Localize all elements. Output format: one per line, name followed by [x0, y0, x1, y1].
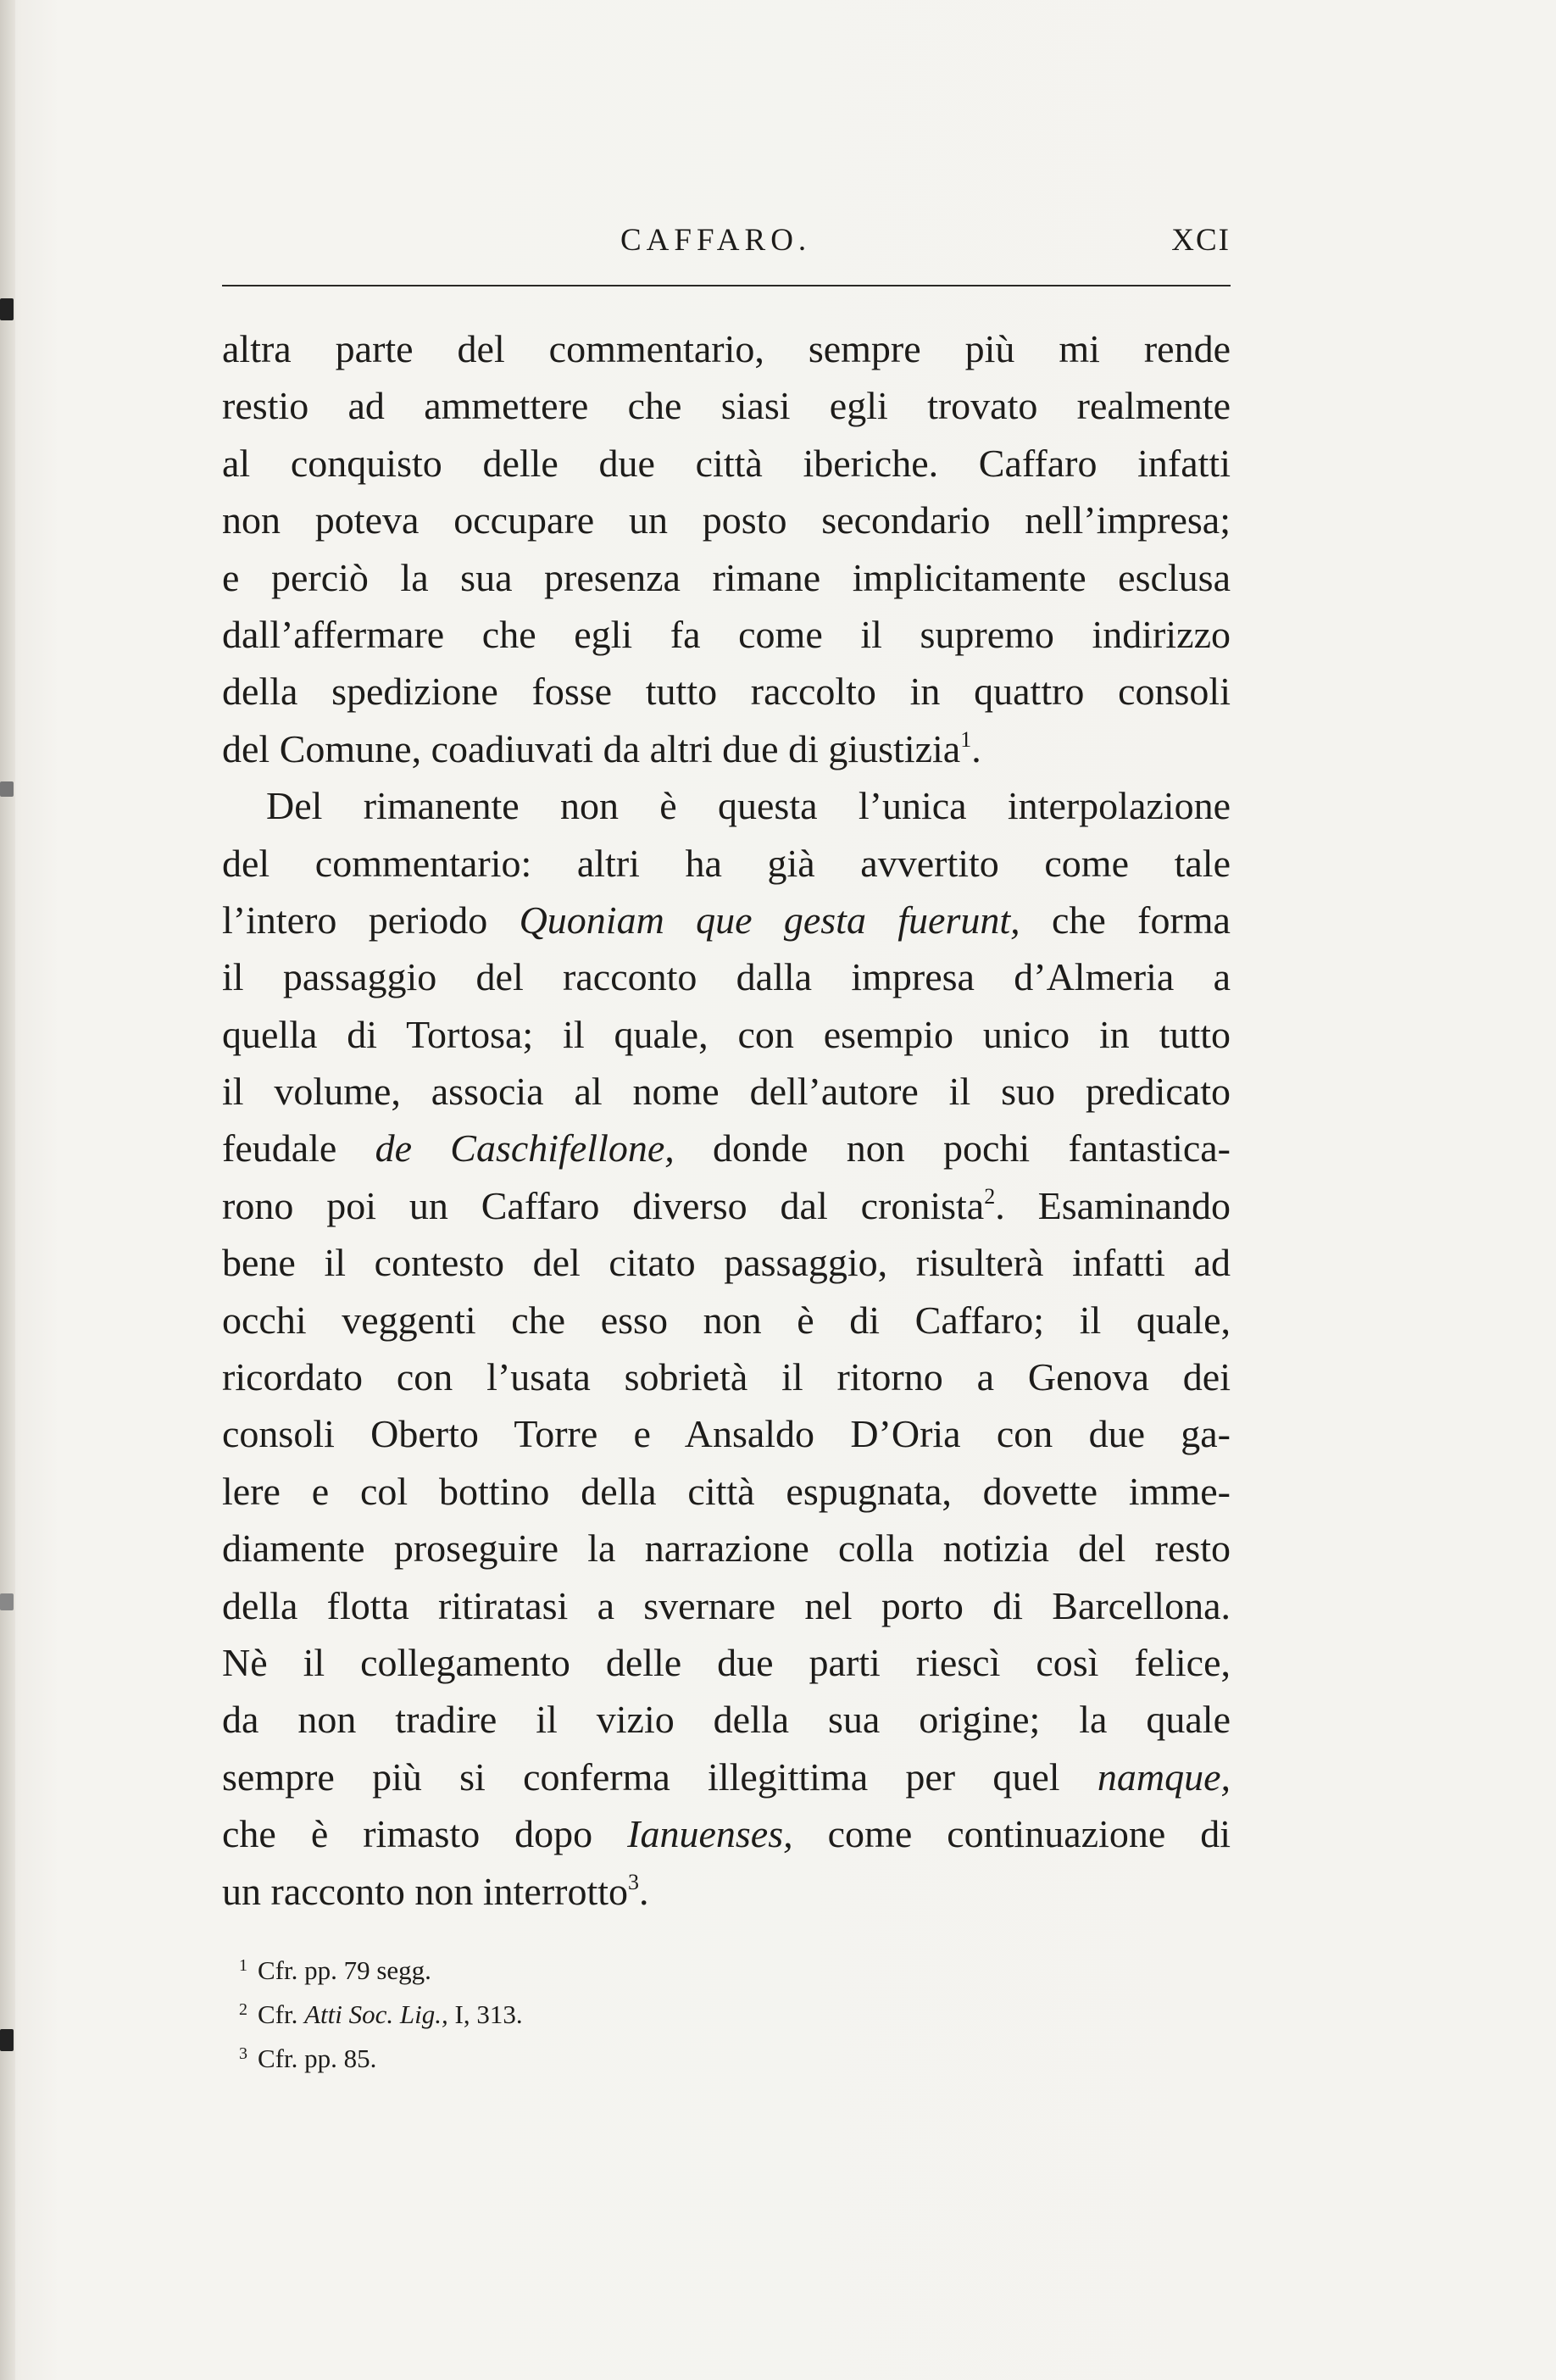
- text-line: della spedizione fosse tutto raccolto in quattro consoli: [222, 670, 1231, 714]
- line-text: sempre più si conferma illegittima per quel: [222, 1754, 1098, 1799]
- line-text: un racconto non interrotto: [222, 1869, 629, 1913]
- line-text: che forma: [1020, 898, 1231, 942]
- footnote-text: Cfr.: [258, 1999, 305, 2029]
- running-title: CAFFARO.: [620, 223, 812, 258]
- header-rule: [222, 285, 1231, 286]
- text-line: e perciò la sua presenza rimane implicitamente esclusa: [222, 555, 1231, 599]
- page-number: XCI: [1171, 223, 1231, 258]
- text-line: [222, 1863, 1231, 1920]
- text-line: restio ad ammettere che siasi egli trovato realmente: [222, 384, 1231, 428]
- footnote-ref[interactable]: 2: [984, 1183, 996, 1209]
- body-text: [222, 320, 1231, 1920]
- italic-word: namque,: [1097, 1754, 1231, 1799]
- line-text: .: [639, 1869, 649, 1913]
- text-line: [222, 1749, 1231, 1805]
- line-text: rono poi un Caffaro diverso dal cronista: [222, 1183, 985, 1227]
- text-line: non poteva occupare un posto secondario nell’impresa;: [222, 498, 1231, 542]
- footnote: [222, 1946, 1231, 1990]
- line-text: che è rimasto dopo: [222, 1812, 628, 1856]
- binding-stitch: [0, 781, 14, 797]
- text-line: del commentario: altri ha già avvertito come tale: [222, 841, 1231, 885]
- text-line: altra parte del commentario, sempre più mi rende: [222, 327, 1231, 370]
- footnote-text: I, 313.: [447, 1999, 523, 2029]
- text-line: della flotta ritiratasi a svernare nel porto di Barcellona.: [222, 1583, 1231, 1627]
- page-header: [222, 222, 1231, 273]
- footnote-mark: 2: [239, 2000, 247, 2019]
- text-line: [222, 1120, 1231, 1176]
- line-text: l’intero periodo: [222, 898, 520, 942]
- footnotes: [222, 1946, 1231, 2078]
- text-line: ricordato con l’usata sobrietà il ritorno a Genova dei: [222, 1355, 1231, 1399]
- italic-name: de Caschifellone,: [375, 1126, 675, 1171]
- text-line: il passaggio del racconto dalla impresa d’Almeria a: [222, 955, 1231, 999]
- line-text: donde non pochi fantastica-: [674, 1126, 1231, 1171]
- text-line: occhi veggenti che esso non è di Caffaro; il quale,: [222, 1298, 1231, 1342]
- text-line: bene il contesto del citato passaggio, risulterà infatti ad: [222, 1241, 1231, 1285]
- footnote-ref[interactable]: 1: [960, 726, 972, 752]
- line-text: . Esaminando: [995, 1183, 1231, 1227]
- footnote-text: Cfr. pp. 79 segg.: [258, 1955, 431, 1985]
- latin-quote: Quoniam que gesta fuerunt,: [519, 898, 1020, 942]
- footnote-mark: 1: [239, 1956, 247, 1975]
- text-line: dall’affermare che egli fa come il supremo indirizzo: [222, 612, 1231, 656]
- text-line: il volume, associa al nome dell’autore il suo predicato: [222, 1070, 1231, 1114]
- footnote-source: Atti Soc. Lig.,: [304, 1999, 448, 2029]
- italic-word: Ianuenses,: [627, 1812, 793, 1856]
- footnote-mark: 3: [239, 2044, 247, 2063]
- text-line: [222, 1805, 1231, 1862]
- binding-stitch: [0, 1593, 14, 1610]
- text-line: Del rimanente non è questa l’unica interpolazione: [266, 784, 1231, 828]
- footnote-ref[interactable]: 3: [628, 1869, 640, 1894]
- text-line: quella di Tortosa; il quale, con esempio unico in tutto: [222, 1012, 1231, 1056]
- text-line: diamente proseguire la narrazione colla notizia del resto: [222, 1526, 1231, 1571]
- text-line: [222, 1177, 1231, 1234]
- text-line: [222, 892, 1231, 948]
- text-line: da non tradire il vizio della sua origine; la quale: [222, 1698, 1231, 1742]
- line-text: del Comune, coadiuvati da altri due di giustizia: [222, 726, 961, 770]
- footnote: [222, 1990, 1231, 2034]
- footnote-text: Cfr. pp. 85.: [258, 2044, 377, 2073]
- book-spine-shadow: [0, 0, 15, 2380]
- footnote: [222, 2034, 1231, 2078]
- text-line: [222, 720, 1231, 777]
- text-line: lere e col bottino della città espugnata, dovette imme-: [222, 1469, 1231, 1513]
- line-text: .: [971, 726, 981, 770]
- binding-stitch: [0, 2029, 14, 2051]
- text-line: al conquisto delle due città iberiche. Caffaro infatti: [222, 441, 1231, 485]
- line-text: feudale: [222, 1126, 375, 1171]
- binding-stitch: [0, 298, 14, 320]
- text-line: Nè il collegamento delle due parti riescì così felice,: [222, 1640, 1231, 1684]
- line-text: come continuazione di: [792, 1812, 1231, 1856]
- text-line: consoli Oberto Torre e Ansaldo D’Oria con due ga-: [222, 1412, 1231, 1456]
